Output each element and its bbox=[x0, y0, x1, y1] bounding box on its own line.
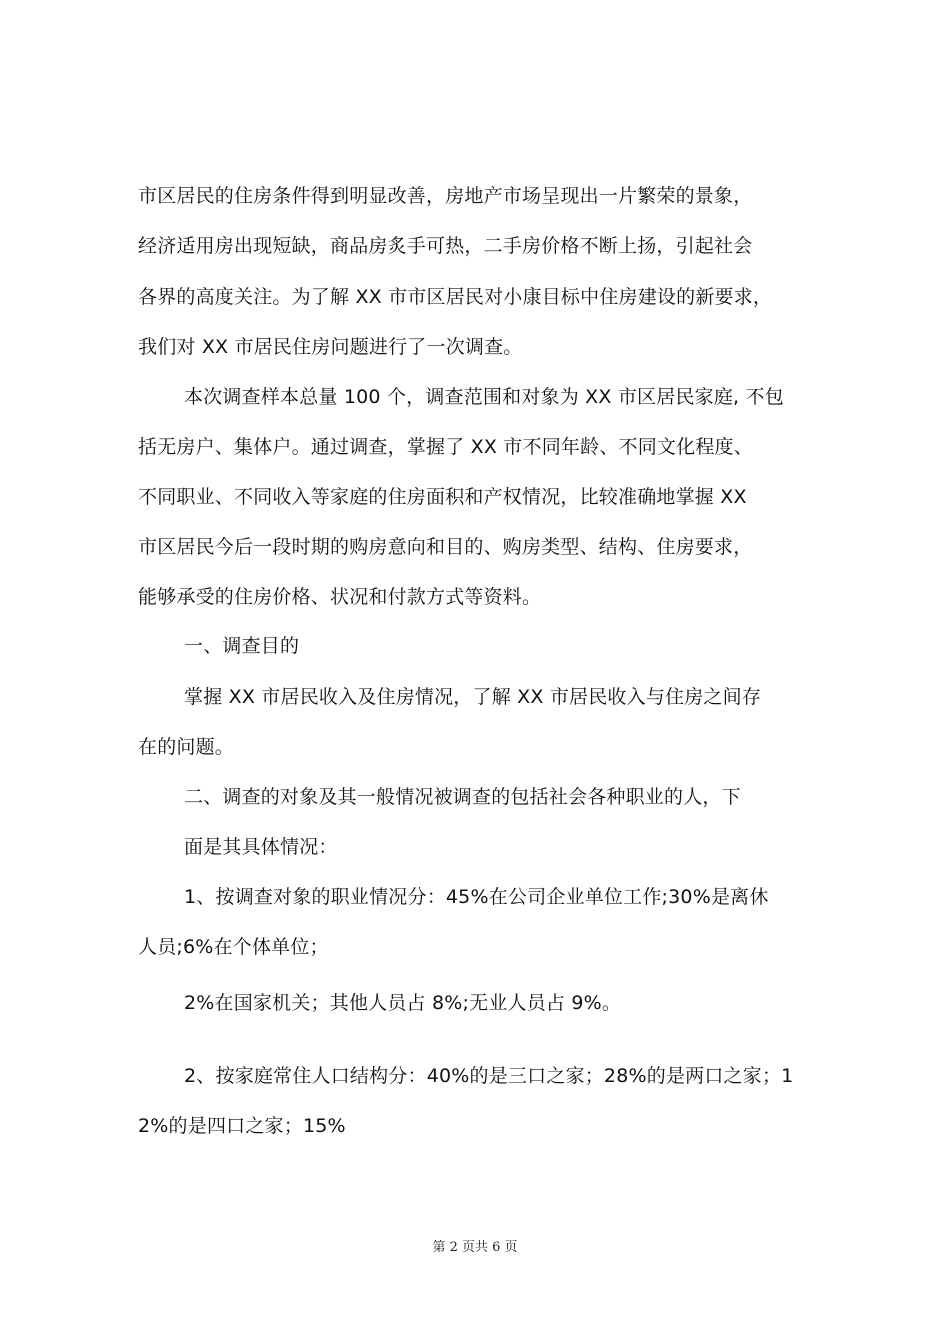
section-heading: 二、调查的对象及其一般情况被调查的包括社会各种职业的人，下 bbox=[184, 786, 741, 808]
paragraph-line: 2%的是四口之家；15% bbox=[138, 1115, 346, 1137]
paragraph-line: 括无房户、集体户。通过调查，掌握了 XX 市不同年龄、不同文化程度、 bbox=[138, 436, 753, 458]
paragraph-line: 市区居民今后一段时期的购房意向和目的、购房类型、结构、住房要求， bbox=[138, 536, 753, 558]
paragraph-line: 2%在国家机关；其他人员占 8%;无业人员占 9%。 bbox=[184, 992, 622, 1014]
section-heading: 一、调查目的 bbox=[184, 635, 300, 657]
paragraph-line: 各界的高度关注。为了解 XX 市市区居民对小康目标中住房建设的新要求， bbox=[138, 286, 773, 308]
paragraph-line: 经济适用房出现短缺，商品房炙手可热，二手房价格不断上扬，引起社会 bbox=[138, 235, 753, 257]
paragraph-line: 掌握 XX 市居民收入及住房情况，了解 XX 市居民收入与住房之间存 bbox=[184, 686, 762, 708]
paragraph-line: 1、按调查对象的职业情况分：45%在公司企业单位工作;30%是离休 bbox=[184, 886, 769, 908]
paragraph-line: 2、按家庭常住人口结构分：40%的是三口之家；28%的是两口之家；1 bbox=[184, 1065, 794, 1087]
page-number-footer: 第 2 页共 6 页 bbox=[432, 1240, 518, 1255]
paragraph-line: 我们对 XX 市居民住房问题进行了一次调查。 bbox=[138, 336, 523, 358]
paragraph-line: 在的问题。 bbox=[138, 736, 235, 758]
paragraph-line: 不同职业、不同收入等家庭的住房面积和产权情况，比较准确地掌握 XX bbox=[138, 486, 747, 508]
paragraph-line: 人员;6%在个体单位； bbox=[138, 936, 329, 958]
paragraph-line: 市区居民的住房条件得到明显改善，房地产市场呈现出一片繁荣的景象， bbox=[138, 185, 753, 207]
paragraph-line: 面是其具体情况： bbox=[184, 836, 338, 858]
paragraph-line: 本次调查样本总量 100 个，调查范围和对象为 XX 市区居民家庭, 不包 bbox=[184, 386, 784, 408]
paragraph-line: 能够承受的住房价格、状况和付款方式等资料。 bbox=[138, 586, 542, 608]
